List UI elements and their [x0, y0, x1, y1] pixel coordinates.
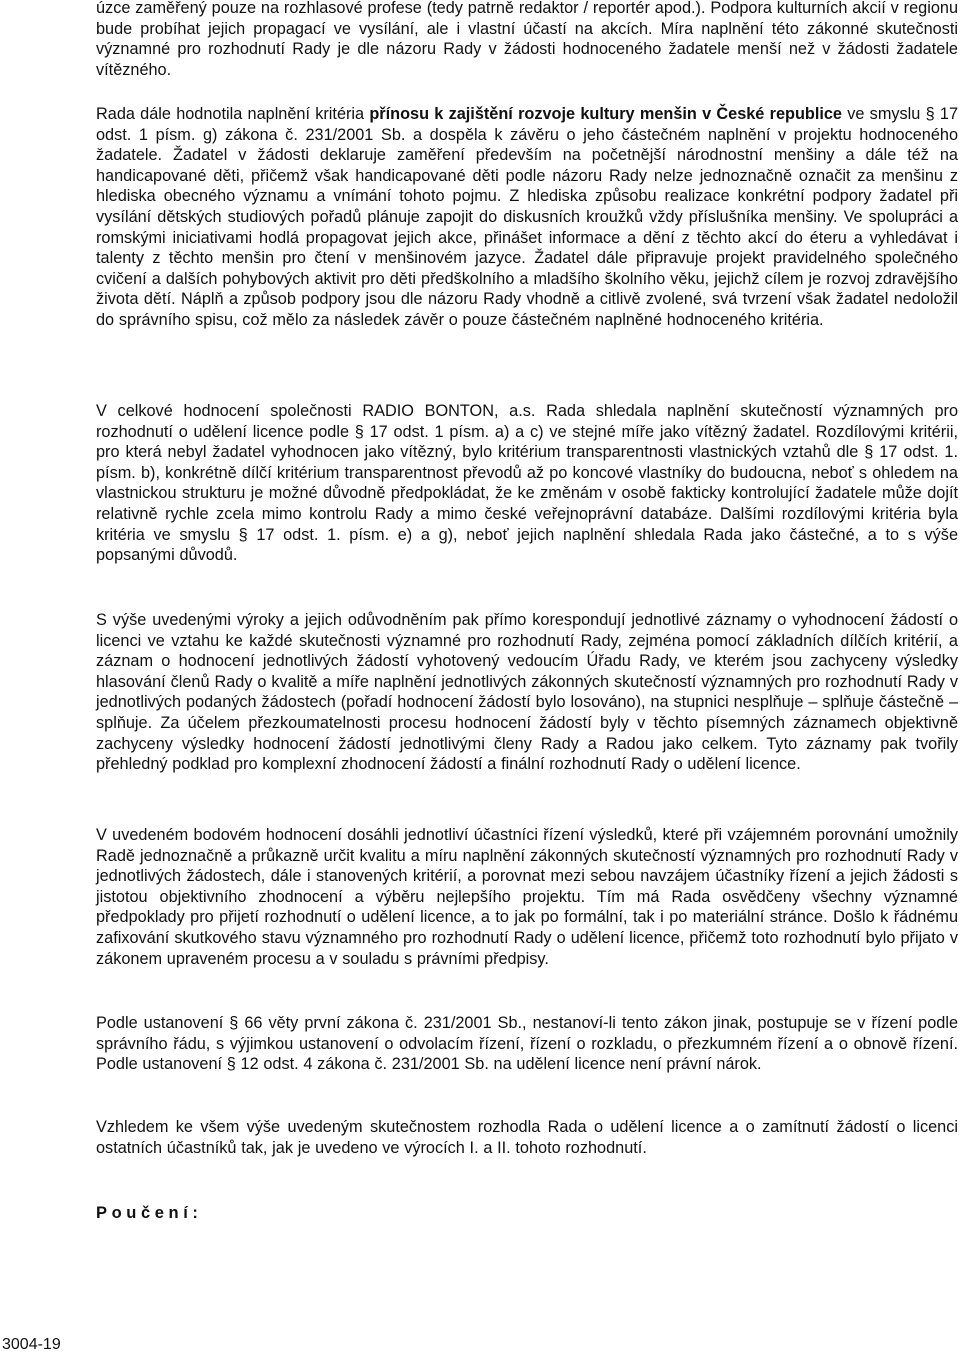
paragraph-7: Vzhledem ke všem výše uvedeným skutečnostem rozhodla Rada o udělení licence a o zamítnutí žádostí o licenci ostatních účastníků tak, jak je uvedeno ve výrocích I. a II. tohoto rozhodnutí.	[96, 1118, 958, 1157]
paragraph-2-rest: ve smyslu § 17 odst. 1 písm. g) zákona č. 231/2001 Sb. a dospěla k závěru o jeho částečném naplnění v projektu hodnoceného žadatele. Žadatel v žádosti deklaruje zaměření především na početnější národnostní menšiny a dále též na handicapované děti, přičemž však handicapované děti podle názoru Rady nelze jednoznačně označit za menšinu z hlediska obecného významu a vnímání tohoto pojmu. Z hlediska způsobu realizace konkrétní podpory žadatel při vysílání dětských studiových pořadů plánuje zapojit do diskusních kroužků vždy příslušníka menšiny. Ve spolupráci a romskými iniciativami hodlá propagovat jejich akce, přinášet informace a dění z těchto akcí do éteru a vyhledávat i talenty z těchto menšin pro čtení v menšinovém jazyce. Žadatel dále připravuje projekt pravidelného společného cvičení a dalších pohybových aktivit pro děti předškolního a mladšího školního věku, jejichž cílem je rozvoj zdravějšího života dětí. Náplň a způsob podpory jsou dle názoru Rady vhodně a citlivě zvolené, svá tvrzení však žadatel nedoložil do správního spisu, což mělo za následek závěr o pouze částečném naplněné hodnoceného kritéria.	[96, 105, 958, 329]
paragraph-5: V uvedeném bodovém hodnocení dosáhli jednotliví účastníci řízení výsledků, které při vzájemném porovnání umožnily Radě jednoznačně a průkazně určit kvalitu a míru naplnění zákonných skutečností významných pro rozhodnutí Rady v jednotlivých žádostech, dále i stanovených kritérií, a porovnat mezi sebou navzájem účastníky řízení a jejich žádosti s jistotou objektivního zhodnocení a výběru nejlepšího projektu. Tím má Rada osvědčeny všechny významné předpoklady pro přijetí rozhodnutí o udělení licence, a to jak po formální, tak i po materiální stránce. Došlo k řádnému zafixování skutkového stavu významného pro rozhodnutí Rady o udělení licence, přičemž toto rozhodnutí bylo přijato v zákonem upraveném procesu a v souladu s právními předpisy.	[96, 826, 958, 968]
paragraph-6: Podle ustanovení § 66 věty první zákona č. 231/2001 Sb., nestanoví-li tento zákon jinak, postupuje se v řízení podle správního řádu, s výjimkou ustanovení o odvolacím řízení, řízení o rozkladu, o přezkumném řízení a o obnově řízení. Podle ustanovení § 12 odst. 4 zákona č. 231/2001 Sb. na udělení licence není právní nárok.	[96, 1014, 958, 1074]
paragraph-2-start: Rada dále hodnotila naplnění kritéria	[96, 105, 370, 123]
paragraph-1: úzce zaměřený pouze na rozhlasové profese (tedy patrně redaktor / reportér apod.). Podpora kulturních akcií v regionu bude probíhat jejich propagací ve vysílání, ale i vlastní účastí na akcích. Míra naplnění této zákonné skutečnosti významné pro rozhodnutí Rady je dle názoru Rady v žádosti hodnoceného žadatele menší než v žádosti žadatele vítězného.	[96, 0, 958, 79]
paragraph-2	[96, 104, 958, 331]
paragraph-4: S výše uvedenými výroky a jejich odůvodněním pak přímo korespondují jednotlivé záznamy o vyhodnocení žádostí o licenci ve vztahu ke každé skutečnosti významné pro rozhodnutí Rady, zejména pomocí základních dílčích kritérií, a záznam o hodnocení jednotlivých žádostí vyhotovený vedoucím Úřadu Rady, ve kterém jsou zachyceny výsledky hlasování členů Rady o kvalitě a míře naplnění jednotlivých zákonných skutečností významných pro rozhodnutí Rady v jednotlivých podaných žádostech (pořadí hodnocení žádostí bylo losováno), na stupnici nesplňuje – splňuje částečně – splňuje. Za účelem přezkoumatelnosti procesu hodnocení žádostí byly v těchto písemných záznamech objektivně zachyceny výsledky hodnocení žádostí jednotlivými členy Rady a Radou jako celkem. Tyto záznamy pak tvořily přehledný podklad pro komplexní zhodnocení žádostí a finální rozhodnutí Rady o udělení licence.	[96, 611, 958, 774]
paragraph-2-bold: přínosu k zajištění rozvoje kultury menšin v České republice	[369, 105, 842, 123]
paragraph-3: V celkové hodnocení společnosti RADIO BONTON, a.s. Rada shledala naplnění skutečností významných pro rozhodnutí o udělení licence podle § 17 odst. 1 písm. a) a c) ve stejné míře jako vítězný žadatel. Rozdílovými kritérii, pro která nebyl žadatel vyhodnocen jako vítězný, bylo kritérium transparentnosti vlastnických vztahů dle § 17 odst. 1. písm. b), konkrétně dílčí kritérium transparentnost převodů až po koncové vlastníky do budoucna, neboť s ohledem na vlastnickou strukturu je možné důvodně předpokládat, že ke změnám v osobě fakticky kontrolující žadatele může dojít relativně rychle zcela mimo kontrolu Rady a mimo české veřejnoprávní databáze. Dalšími rozdílovými kritéria byla kritéria ve smyslu § 17 odst. 1. písm. e) a g), neboť jejich naplnění shledala Rada jako částečné, a to s výše popsanými důvodů.	[96, 402, 958, 565]
page-footer-code: 3004-19	[2, 1336, 61, 1353]
section-heading-pouceni: Poučení:	[96, 1204, 203, 1222]
